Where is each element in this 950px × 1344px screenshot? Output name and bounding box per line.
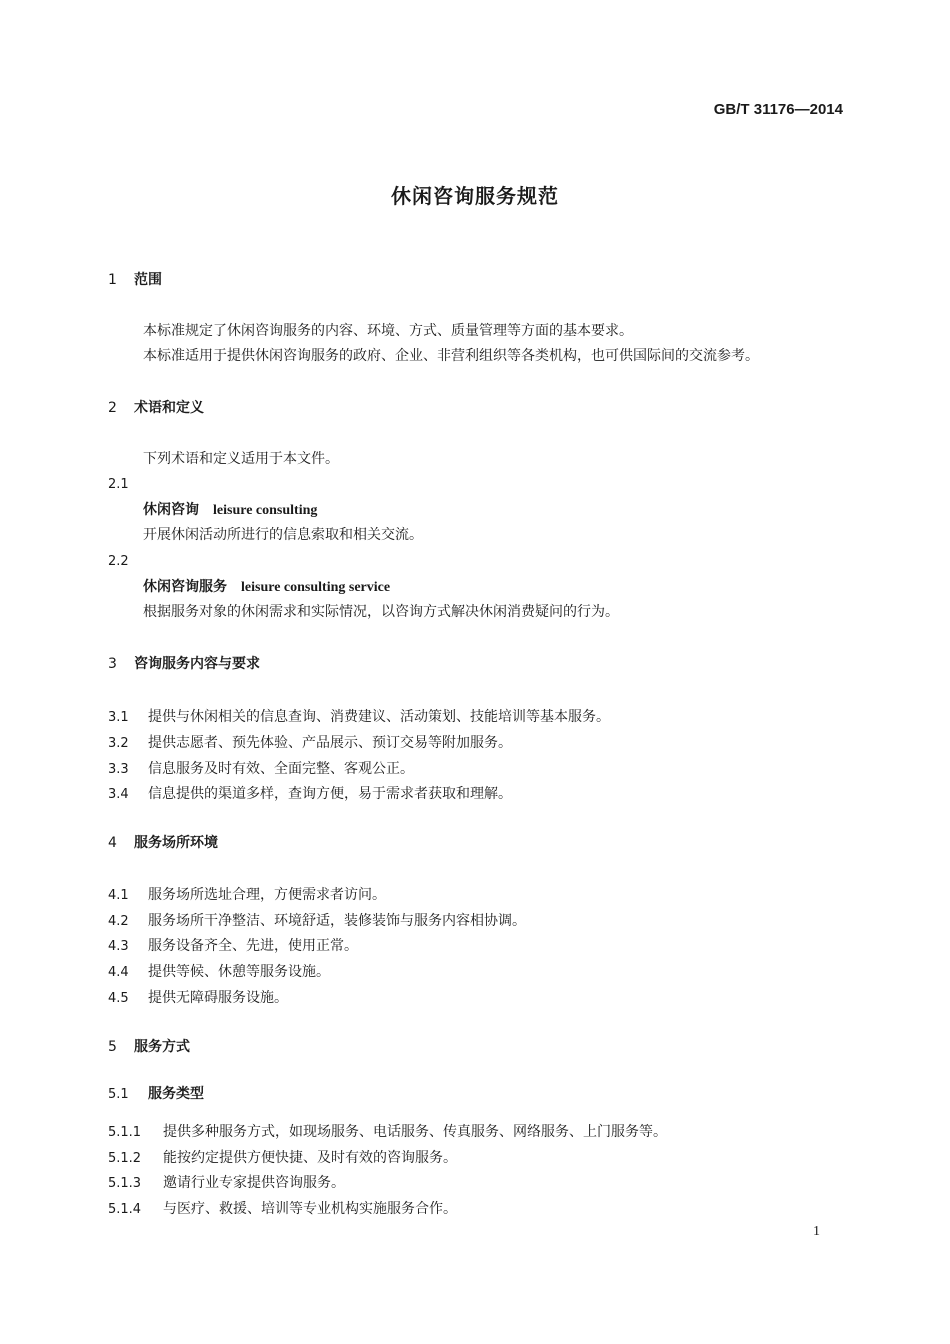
clause-item	[108, 937, 358, 953]
clause-text: 信息提供的渠道多样，查询方便，易于需求者获取和理解。	[148, 786, 512, 802]
clause-text: 与医疗、救援、培训等专业机构实施服务合作。	[163, 1201, 457, 1217]
terms-intro: 下列术语和定义适用于本文件。	[143, 451, 339, 467]
clause-item	[108, 963, 330, 979]
clause-item	[108, 1200, 457, 1216]
section-title: 服务方式	[134, 1039, 190, 1055]
clause-item	[108, 1123, 667, 1139]
clause-item	[108, 989, 288, 1005]
clause-item	[108, 708, 610, 724]
clause-item	[108, 760, 414, 776]
clause-text: 提供与休闲相关的信息查询、消费建议、活动策划、技能培训等基本服务。	[148, 709, 610, 725]
clause-item	[108, 1149, 457, 1165]
term-chinese: 休闲咨询服务	[143, 579, 227, 595]
term-english: leisure consulting service	[241, 580, 391, 595]
subsection-title: 服务类型	[148, 1086, 204, 1102]
clause-text: 提供无障碍服务设施。	[148, 990, 288, 1006]
term-heading	[143, 580, 390, 595]
clause-number: 3.4	[108, 787, 129, 802]
section-number: 3	[108, 656, 117, 672]
clause-text: 能按约定提供方便快捷、及时有效的咨询服务。	[163, 1150, 457, 1166]
clause-item	[108, 734, 512, 750]
clause-number: 5.1.2	[108, 1151, 142, 1166]
clause-number: 5.1.4	[108, 1202, 142, 1217]
clause-number: 3.3	[108, 762, 129, 777]
clause-number: 5.1.1	[108, 1125, 142, 1140]
section-3-heading	[108, 657, 260, 671]
subsection-heading	[108, 1085, 204, 1101]
section-title: 范围	[134, 272, 162, 288]
clause-text: 提供多种服务方式，如现场服务、电话服务、传真服务、网络服务、上门服务等。	[163, 1124, 667, 1140]
clause-number: 4.3	[108, 939, 129, 954]
clause-item	[108, 886, 386, 902]
clause-text: 提供志愿者、预先体验、产品展示、预订交易等附加服务。	[148, 735, 512, 751]
section-number: 2	[108, 400, 117, 416]
scope-paragraph-2: 本标准适用于提供休闲咨询服务的政府、企业、非营利组织等各类机构，也可供国际间的交流参考。	[143, 348, 759, 364]
clause-number: 4.1	[108, 888, 129, 903]
clause-text: 信息服务及时有效、全面完整、客观公正。	[148, 761, 414, 777]
page-number: 1	[813, 1224, 820, 1239]
term-english: leisure consulting	[213, 503, 318, 518]
clause-number: 5.1.3	[108, 1176, 142, 1191]
section-number: 1	[108, 272, 117, 288]
term-definition: 根据服务对象的休闲需求和实际情况，以咨询方式解决休闲消费疑问的行为。	[143, 604, 619, 620]
clause-number: 3.2	[108, 736, 129, 751]
clause-item	[108, 1174, 345, 1190]
section-5-heading	[108, 1040, 190, 1054]
section-4-heading	[108, 836, 218, 850]
section-number: 4	[108, 835, 117, 851]
clause-number: 4.5	[108, 991, 129, 1006]
clause-text: 服务设备齐全、先进，使用正常。	[148, 938, 358, 954]
section-1-heading	[108, 273, 162, 287]
section-number: 5	[108, 1039, 117, 1055]
term-number: 2.1	[108, 477, 129, 492]
clause-number: 4.4	[108, 965, 129, 980]
clause-text: 邀请行业专家提供咨询服务。	[163, 1175, 345, 1191]
clause-item	[108, 785, 512, 801]
document-title: 休闲咨询服务规范	[391, 184, 559, 208]
clause-item	[108, 912, 526, 928]
section-title: 服务场所环境	[134, 835, 218, 851]
clause-text: 提供等候、休憩等服务设施。	[148, 964, 330, 980]
term-number: 2.2	[108, 554, 129, 569]
section-title: 咨询服务内容与要求	[134, 656, 260, 672]
term-chinese: 休闲咨询	[143, 502, 199, 518]
section-2-heading	[108, 401, 204, 415]
standard-code: GB/T 31176—2014	[713, 101, 843, 118]
clause-text: 服务场所干净整洁、环境舒适，装修装饰与服务内容相协调。	[148, 913, 526, 929]
term-definition: 开展休闲活动所进行的信息索取和相关交流。	[143, 527, 423, 543]
section-title: 术语和定义	[134, 400, 204, 416]
term-heading	[143, 503, 317, 518]
scope-paragraph-1: 本标准规定了休闲咨询服务的内容、环境、方式、质量管理等方面的基本要求。	[143, 323, 633, 339]
clause-text: 服务场所选址合理，方便需求者访问。	[148, 887, 386, 903]
clause-number: 3.1	[108, 710, 129, 725]
subsection-number: 5.1	[108, 1087, 129, 1102]
clause-number: 4.2	[108, 914, 129, 929]
